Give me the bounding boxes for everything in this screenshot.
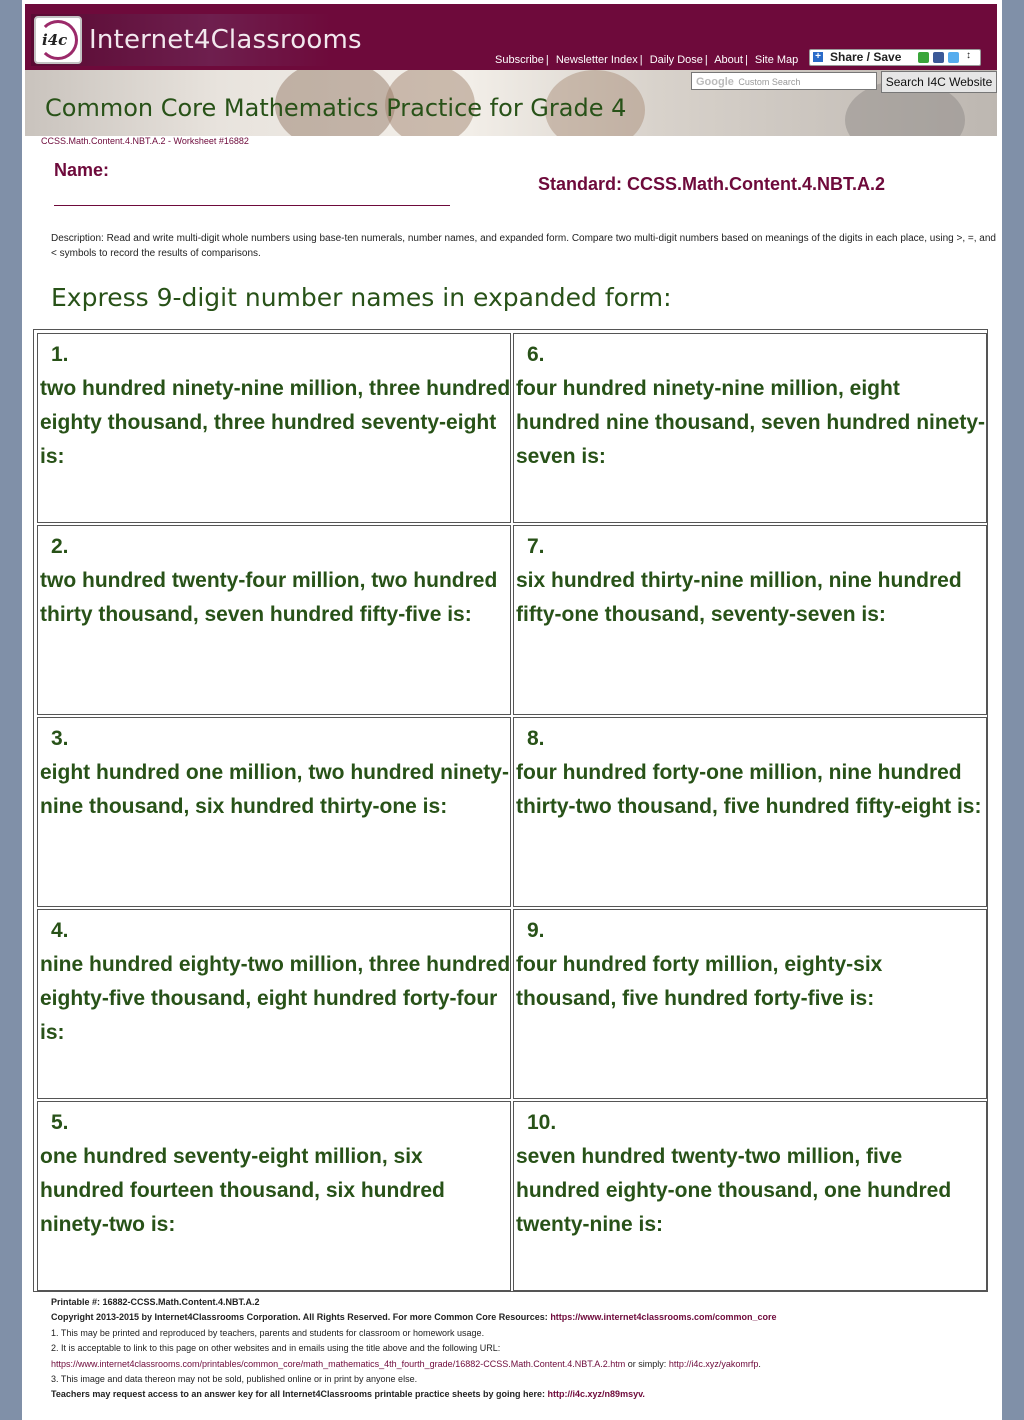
usage-line-2: 2. It is acceptable to link to this page on other websites and in emails using the title above and the following URL: bbox=[51, 1343, 501, 1354]
usage-line-1: 1. This may be printed and reproduced by teachers, parents and students for classroom or homework usage. bbox=[51, 1327, 485, 1338]
worksheet-url-link[interactable]: https://www.internet4classrooms.com/printables/common_core/math_mathematics_4th_fourth_grade/16882-CCSS.Math.Content.4.NBT.A.2.htm bbox=[51, 1358, 626, 1369]
question-number: 5. bbox=[51, 1111, 69, 1134]
question-cell bbox=[513, 333, 987, 523]
question-text: six hundred thirty-nine million, nine hundred fifty-one thousand, seventy-seven is: bbox=[516, 569, 962, 626]
answer-key-link[interactable]: http://i4c.xyz/n89msyv. bbox=[547, 1389, 645, 1400]
printable-number: Printable #: 16882-CCSS.Math.Content.4.NBT.A.2 bbox=[51, 1297, 260, 1307]
common-core-link[interactable]: https://www.internet4classrooms.com/common_core bbox=[550, 1312, 777, 1323]
search-button[interactable]: Search I4C Website bbox=[881, 71, 997, 93]
question-text: seven hundred twenty-two million, five hundred eighty-one thousand, one hundred twenty-nine is: bbox=[516, 1145, 952, 1236]
nav-daily-dose[interactable]: Daily Dose bbox=[649, 54, 703, 66]
logo-text: Internet4Classrooms bbox=[89, 25, 362, 55]
question-cell bbox=[37, 333, 511, 523]
question-text: eight hundred one million, two hundred ninety-nine thousand, six hundred thirty-one is: bbox=[40, 761, 509, 818]
email-share-icon[interactable] bbox=[918, 52, 929, 63]
copyright-text: Copyright 2013-2015 by Internet4Classrooms Corporation. All Rights Reserved. For more Common Core Resources: bbox=[51, 1312, 548, 1323]
question-number: 8. bbox=[527, 727, 545, 750]
short-url-link[interactable]: http://i4c.xyz/yakomrfp bbox=[668, 1358, 759, 1369]
share-dropdown-icon[interactable]: ↕ bbox=[966, 50, 971, 61]
standard-label: Standard: CCSS.Math.Content.4.NBT.A.2 bbox=[538, 174, 886, 194]
or-simply-text: or simply: bbox=[627, 1358, 667, 1369]
share-save-button[interactable] bbox=[809, 49, 981, 66]
copyright-line bbox=[51, 1310, 991, 1325]
question-grid bbox=[33, 329, 988, 1292]
question-text: nine hundred eighty-two million, three hundred eighty-five thousand, eight hundred forty-four is: bbox=[40, 953, 511, 1044]
question-text: four hundred forty million, eighty-six thousand, five hundred forty-five is: bbox=[516, 953, 883, 1010]
description: Description: Read and write multi-digit whole numbers using base-ten numerals, number names, and expanded form. Compare two multi-digit numbers based on meanings of the digits in each place, using >, =, and < symbols to record the results of comparisons. bbox=[51, 233, 996, 259]
breadcrumb[interactable]: CCSS.Math.Content.4.NBT.A.2 - Worksheet #16882 bbox=[41, 136, 249, 146]
google-logo: Google bbox=[696, 76, 734, 88]
question-cell bbox=[37, 1101, 511, 1291]
question-number: 9. bbox=[527, 919, 545, 942]
question-number: 6. bbox=[527, 343, 545, 366]
share-plus-icon: + bbox=[813, 52, 823, 62]
question-cell bbox=[37, 525, 511, 715]
search-placeholder: Custom Search bbox=[738, 77, 801, 87]
nav-newsletter-index[interactable]: Newsletter Index bbox=[555, 54, 638, 66]
facebook-icon[interactable] bbox=[933, 52, 944, 63]
worksheet-page bbox=[22, 0, 1002, 1420]
question-cell bbox=[37, 909, 511, 1099]
banner bbox=[25, 70, 997, 136]
question-cell bbox=[513, 717, 987, 907]
question-cell bbox=[37, 717, 511, 907]
question-number: 2. bbox=[51, 535, 69, 558]
answer-key-text: Teachers may request access to an answer key for all Internet4Classrooms printable practice sheets by going here: bbox=[51, 1389, 546, 1400]
nav-about[interactable]: About bbox=[714, 54, 743, 66]
question-number: 3. bbox=[51, 727, 69, 750]
nav-subscribe[interactable]: Subscribe bbox=[495, 54, 544, 66]
top-nav: Subscribe | Newsletter Index | Daily Dose | About | Site Map bbox=[495, 54, 799, 66]
question-text: two hundred twenty-four million, two hundred thirty thousand, seven hundred fifty-five is: bbox=[40, 569, 498, 626]
instruction: Express 9-digit number names in expanded form: bbox=[51, 283, 672, 312]
question-text: four hundred ninety-nine million, eight hundred nine thousand, seven hundred ninety-seven is: bbox=[516, 377, 986, 468]
question-number: 1. bbox=[51, 343, 69, 366]
question-number: 10. bbox=[527, 1111, 557, 1134]
question-number: 7. bbox=[527, 535, 545, 558]
question-text: four hundred forty-one million, nine hundred thirty-two thousand, five hundred fifty-eight is: bbox=[516, 761, 982, 818]
site-header bbox=[25, 4, 997, 70]
page-title: Common Core Mathematics Practice for Grade 4 bbox=[45, 94, 627, 122]
question-cell bbox=[513, 525, 987, 715]
twitter-icon[interactable] bbox=[948, 52, 959, 63]
url-line: https://www.internet4classrooms.com/printables/common_core/math_mathematics_4th_fourth_grade/16882-CCSS.Math.Content.4.NBT.A.2.htm or simply: http://i4c.xyz/yakomrfp. bbox=[51, 1358, 761, 1369]
answer-key-line bbox=[51, 1387, 991, 1402]
question-text: one hundred seventy-eight million, six hundred fourteen thousand, six hundred ninety-two is: bbox=[40, 1145, 445, 1236]
question-text: two hundred ninety-nine million, three hundred eighty thousand, three hundred seventy-eight is: bbox=[40, 377, 511, 468]
site-logo[interactable] bbox=[31, 14, 362, 66]
question-cell bbox=[513, 909, 987, 1099]
name-line bbox=[54, 205, 450, 206]
name-label: Name: bbox=[54, 160, 110, 180]
logo-badge-icon: i4c bbox=[34, 16, 82, 64]
question-cell bbox=[513, 1101, 987, 1291]
nav-site-map[interactable]: Site Map bbox=[754, 54, 799, 66]
share-label: Share / Save bbox=[830, 50, 902, 64]
usage-line-3: 3. This image and data thereon may not be sold, published online or in print by anyone else. bbox=[51, 1374, 418, 1385]
search-input[interactable] bbox=[691, 72, 877, 90]
question-number: 4. bbox=[51, 919, 69, 942]
footer bbox=[51, 1295, 991, 1403]
